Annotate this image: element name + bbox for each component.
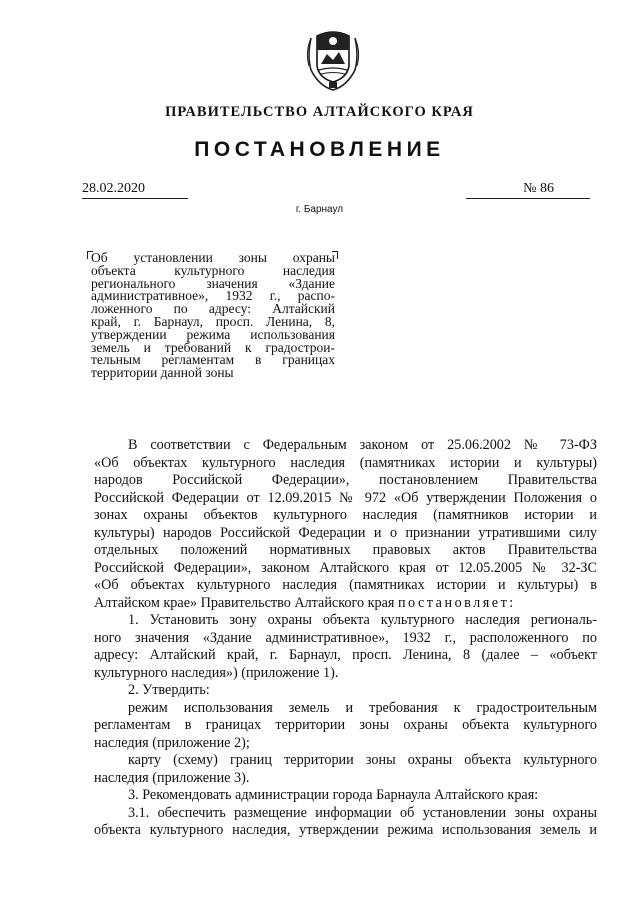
decree-prefix: Алтайском крае» Правительство Алтайского края — [94, 594, 398, 611]
body-line: зонах охраны объектов культурного наследия (памятников истории и — [94, 507, 597, 523]
document-date: 28.02.2020 — [82, 181, 188, 199]
document-number-text: № 86 — [523, 181, 554, 196]
body-line: «Об объектах культурного наследия (памятниках истории и культуры) — [94, 454, 597, 471]
body-line: режим использования земель и требования к градостроительным — [128, 699, 597, 716]
subject-line: земель и требований к градострои- — [91, 339, 335, 355]
body-line: народов Российской Федерации», постановлением Правительства — [94, 472, 597, 488]
document-type: ПОСТАНОВЛЕНИЕ — [194, 138, 445, 161]
body-line: культуры) народов Российской Федерации и о признании утратившими силу — [94, 524, 597, 541]
subject-line: регионального значения «Здание — [91, 275, 335, 291]
subject-line: территории данной зоны — [91, 365, 234, 381]
body-line: адресу: Алтайский край, г. Барнаул, просп. Ленина, 8 (далее – «объект — [94, 647, 597, 663]
body-line: Российской Федерации от 12.09.2015 № 972 «Об утверждении Положения о — [94, 489, 597, 506]
body-line: 3. Рекомендовать администрации города Барнаула Алтайского края: — [128, 787, 539, 803]
body-line: В соответствии с Федеральным законом от 25.06.2002 № 73-ФЗ — [128, 437, 597, 453]
subject-line: тельным регламентам в границах — [91, 352, 335, 368]
body-line: культурного наследия») (приложение 1). — [94, 664, 339, 681]
body-line: «Об объектах культурного наследия (памятниках истории и культуры) в — [94, 577, 597, 593]
body-line: наследия (приложение 2); — [94, 734, 250, 751]
coat-of-arms-icon — [303, 26, 363, 92]
body-line: 3.1. обеспечить размещение информации об установлении зоны охраны — [128, 804, 597, 821]
subject-line: ложенного по адресу: Алтайский — [91, 301, 335, 317]
decree-word: постановляет — [397, 594, 510, 611]
body-line: Российской Федерации», законом Алтайского края от 12.05.2005 № 32-ЗС — [94, 559, 597, 576]
body-line: 2. Утвердить: — [128, 682, 210, 698]
subject-line: край, г. Барнаул, просп. Ленина, 8, — [91, 313, 335, 329]
subject-line: объекта культурного наследия — [91, 262, 335, 278]
body-line: наследия (приложение 3). — [94, 769, 250, 786]
subject-line: административное», 1932 г., распо- — [91, 288, 335, 304]
government-title: ПРАВИТЕЛЬСТВО АЛТАЙСКОГО КРАЯ — [165, 104, 474, 120]
subject-line: утверждении режима использования — [91, 326, 335, 342]
body-line: регламентам в границах территории зоны охраны объекта культурного — [94, 717, 597, 733]
body-line-decree — [94, 595, 597, 613]
decree-suffix: : — [509, 594, 514, 611]
city-name: г. Барнаул — [295, 204, 344, 215]
subject-line: Об установлении зоны охраны — [91, 250, 335, 265]
body-line: ного значения «Здание административное», 1932 г., расположенного по — [94, 629, 597, 646]
document-body — [94, 437, 597, 840]
body-line: объекта культурного наследия, утверждении режима использования земель и — [94, 822, 597, 838]
body-line: 1. Установить зону охраны объекта культурного наследия региональ- — [128, 612, 597, 628]
body-line: карту (схему) границ территории зоны охраны объекта культурного — [128, 752, 597, 768]
document-number — [466, 181, 590, 199]
document-subject — [91, 252, 335, 380]
body-line: отдельных положений нормативных правовых актов Правительства — [94, 542, 597, 558]
